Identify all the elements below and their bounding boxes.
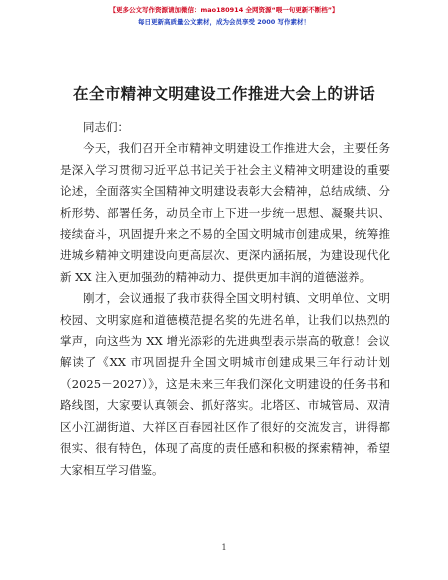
paragraph-2-part2: 好的交流发言，讲得都很实、很有特色，体现了高度的责任感和积极的探索精神，希望大家相互学习借鉴。 (60, 419, 391, 477)
paragraph-1: 今天，我们召开全市精神文明建设工作推进大会，主要任务是深入学习贯彻习近平总书记关于社会主义精神文明建设的重要论述，全面落实全国精神文明建设表彰大会精神，总结成绩、分析形势、部署任务，动员全市上下进一步统一思想、凝聚共识、接续奋斗，巩固提升来之不易的全国文明城市创建成果，统筹推进城乡精神文明建设向更高层次、更深内涵拓展，为建设现代化新 XX 注入更加强劲的精神动力、提供更加丰润的道德滋养。 (60, 141, 390, 284)
promo-banner-line1: 【更多公文写作资源请加微信：mao180914 全网资源“喂一句更新不断档”】 (109, 6, 339, 14)
salutation: 同志们： (83, 120, 129, 134)
paragraph-2-part1: 刚才，会议通报了我市获得全国文明村镇、文明单位、文明校园、文明家庭和道德模范提名奖的先进名单，让我们以热烈的掌声，向这些为 XX 增光添彩的先进典型表示崇高的敬意！会议解读了《XX 市巩固提升全国文明城市创建成果三年行动计划（2025－2027）》，这是未来三年我们深化文明建设的任务书和路线图，大家要认真领会、抓好落实。北塔区、市城管局、双清区小江湖街道、大祥区百春园社区作了很 (60, 291, 390, 434)
page-number: 1 (221, 543, 227, 552)
promo-banner (0, 6, 448, 27)
document-title: 在全市精神文明建设工作推进大会上的讲话 (72, 85, 376, 103)
document-body (60, 117, 390, 481)
promo-banner-line2: 每日更新高质量公文素材，成为会员享受 2000 写作素材！ (137, 18, 311, 26)
paragraph-2 (60, 288, 390, 481)
